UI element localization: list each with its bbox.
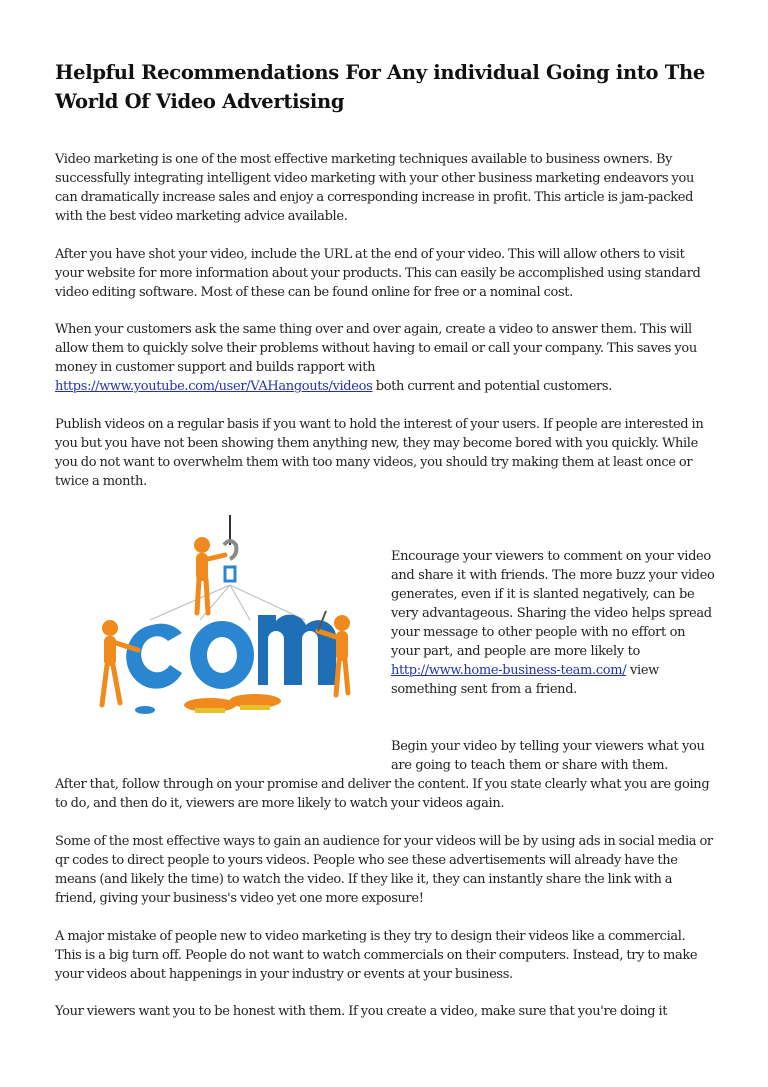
- paragraph-audience: Some of the most effective ways to gain an audience for your videos will be by using ads in social media or qr codes to direct people to yours videos. People who see these advertisements will already have the means (and likely the time) to watch the video. If they like it, they can instantly share the link with a friend, giving your business's video yet one more exposure!: [55, 834, 713, 906]
- paragraph-customers: When your customers ask the same thing over and over again, create a video to answer them. This will allow them to quickly solve their problems without having to email or call your company. This saves you money in customer support and builds rapport with https://www.youtube.com/user/VAHangouts/videos both current and potential customers.: [55, 322, 697, 394]
- home-business-link[interactable]: http://www.home-business-team.com/: [391, 663, 627, 678]
- paragraph-mistake: A major mistake of people new to video marketing is they try to design their videos like a commercial. This is a big turn off. People do not want to watch commercials on their computers. Instead, try to make your videos about happenings in your industry or events at your business.: [55, 929, 698, 982]
- document-title: Helpful Recommendations For Any individual Going into The World Of Video Advertising: [55, 61, 705, 113]
- paragraph-publish: Publish videos on a regular basis if you want to hold the interest of your users. If people are interested in you but you have not been showing them anything new, they may become bored with you quickly. While you do not want to overwhelm them with too many videos, you should try making them at least once or twice a month.: [55, 417, 704, 489]
- youtube-link[interactable]: https://www.youtube.com/user/VAHangouts/videos: [55, 379, 373, 394]
- paragraph-url: After you have shot your video, include the URL at the end of your video. This will allow others to visit your website for more information about your products. This can easily be accomplished using standard video editing software. Most of these can be found online for free or a nominal cost.: [55, 247, 701, 300]
- dot-com-illustration: [90, 515, 370, 730]
- paragraph-begin-side: Begin your video by telling your viewers what you are going to teach them or share with them.: [391, 739, 705, 773]
- paragraph-intro: Video marketing is one of the most effective marketing techniques available to business owners. By successfully integrating intelligent video marketing with your other business marketing endeavors you can dramatically increase sales and enjoy a corresponding increase in profit. This article is jam-packed with the best video marketing advice available.: [55, 152, 694, 224]
- paragraph-encourage: Encourage your viewers to comment on your video and share it with friends. The more buzz your video generates, even if it is slanted negatively, can be very advantageous. Sharing the video helps spread your message to other people with no effort on your part, and people are more likely to http://www.home-business-team.com/ view something sent from a friend.: [391, 549, 715, 697]
- paragraph-honest: Your viewers want you to be honest with them. If you create a video, make sure that you're doing it: [55, 1004, 668, 1019]
- dot-com-construction-icon: [90, 515, 370, 730]
- paragraph-begin-full: After that, follow through on your promise and deliver the content. If you state clearly what you are going to do, and then do it, viewers are more likely to watch your videos again.: [55, 777, 710, 811]
